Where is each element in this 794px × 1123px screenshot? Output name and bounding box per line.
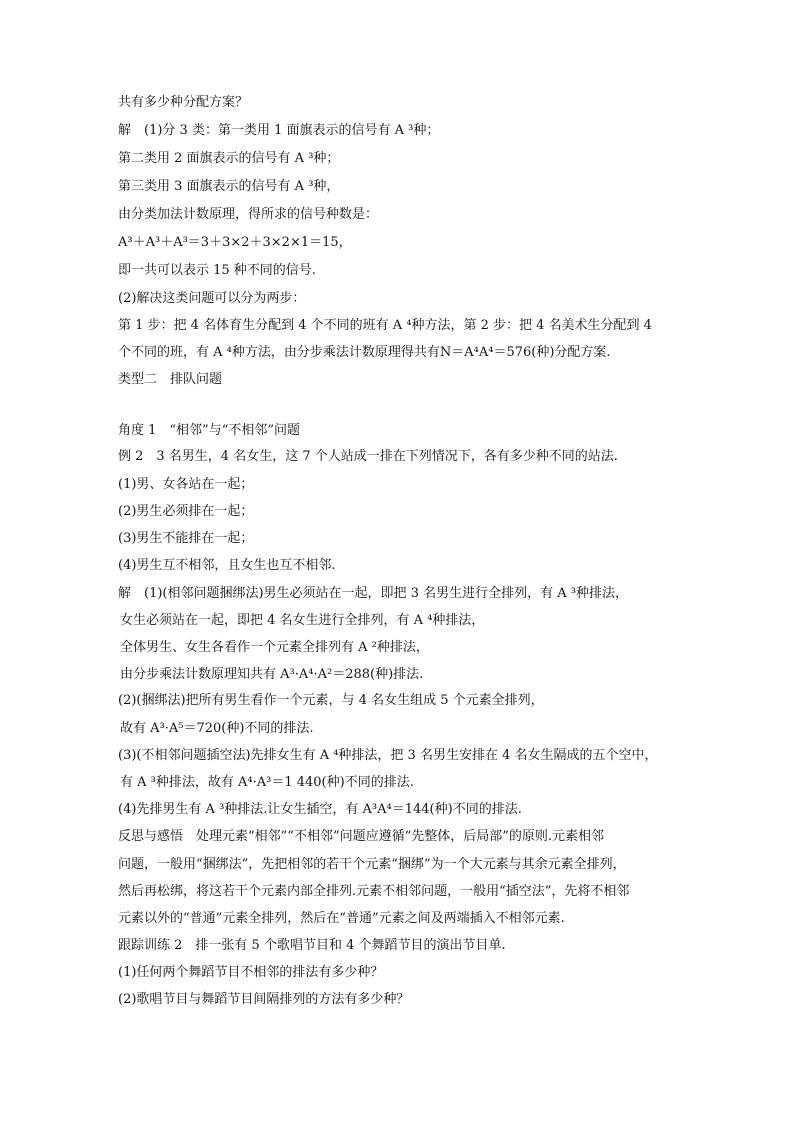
text-line: A³＋A³＋A³＝3＋3×2＋3×2×1＝15， [118, 235, 352, 250]
text-line: 解 (1)分 3 类：第一类用 1 面旗表示的信号有 A ³种； [118, 123, 440, 138]
text-line: 由分类加法计数原理，得所求的信号种数是： [118, 207, 379, 222]
text-line: 第二类用 2 面旗表示的信号有 A ³种； [118, 151, 340, 166]
text-line: 女生必须站在一起，即把 4 名女生进行全排列，有 A ⁴种排法， [120, 613, 485, 628]
subsection-heading: 角度 1 “相邻”与“不相邻”问题 [118, 423, 300, 438]
section-heading: 类型二 排队问题 [118, 372, 223, 387]
text-line: 共有多少种分配方案？ [118, 95, 249, 110]
text-line: (2)解决这类问题可以分为两步： [118, 291, 306, 306]
text-line: 反思与感悟 处理元素“相邻”“不相邻”问题应遵循“先整体，后局部”的原则.元素相邻 [118, 829, 605, 844]
text-line: (2)(捆绑法)把所有男生看作一个元素，与 4 名女生组成 5 个元素全排列， [118, 693, 544, 708]
text-line: 全体男生、女生各看作一个元素全排列有 A ²种排法， [120, 640, 429, 655]
text-line: 由分步乘法计数原理知共有 A³·A⁴·A²＝288(种)排法. [120, 667, 424, 682]
text-line: 解 (1)(相邻问题捆绑法)男生必须站在一起，即把 3 名男生进行全排列，有 A ³种排法， [118, 586, 628, 601]
text-line: (3)男生不能排在一起； [118, 531, 254, 546]
text-line: (2)歌唱节目与舞蹈节目间隔排列的方法有多少种？ [118, 992, 410, 1007]
text-line: 跟踪训练 2 排一张有 5 个歌唱节目和 4 个舞蹈节目的演出节目单. [118, 938, 506, 953]
text-line: 问题，一般用“捆绑法”，先把相邻的若干个元素“捆绑”为一个大元素与其余元素全排列， [118, 857, 626, 872]
text-line: (4)男生互不相邻，且女生也互不相邻. [118, 558, 336, 573]
example-title: 例 2 3 名男生，4 名女生，这 7 个人站成一排在下列情况下，各有多少种不同的站法. [118, 449, 618, 464]
text-line: 即一共可以表示 15 种不同的信号. [118, 263, 316, 278]
text-line: (2)男生必须排在一起； [118, 504, 254, 519]
text-line: 第三类用 3 面旗表示的信号有 A ³种， [118, 179, 340, 194]
text-line: (1)男、女各站在一起； [118, 477, 254, 492]
text-line: (1)任何两个舞蹈节目不相邻的排法有多少种？ [118, 965, 384, 980]
text-line: 然后再松绑，将这若干个元素内部全排列.元素不相邻问题，一般用“插空法”，先将不相邻 [118, 884, 630, 899]
text-line: 个不同的班，有 A ⁴种方法，由分步乘法计数原理得共有N＝A⁴A⁴＝576(种)分配方案. [118, 345, 611, 360]
text-line: (3)(不相邻问题插空法)先排女生有 A ⁴种排法，把 3 名男生安排在 4 名女生隔成的五个空中， [118, 748, 658, 763]
text-line: (4)先排男生有 A ³种排法.让女生插空，有 A³A⁴＝144(种)不同的排法. [118, 802, 522, 817]
text-line: 故有 A³·A⁵＝720(种)不同的排法. [120, 721, 314, 736]
text-line: 有 A ³种排法，故有 A⁴·A³＝1 440(种)不同的排法. [120, 775, 414, 790]
text-line: 第 1 步：把 4 名体育生分配到 4 个不同的班有 A ⁴种方法，第 2 步：把 4 名美术生分配到 4 [118, 318, 652, 333]
text-line: 元素以外的“普通”元素全排列，然后在“普通”元素之间及两端插入不相邻元素. [118, 911, 565, 926]
